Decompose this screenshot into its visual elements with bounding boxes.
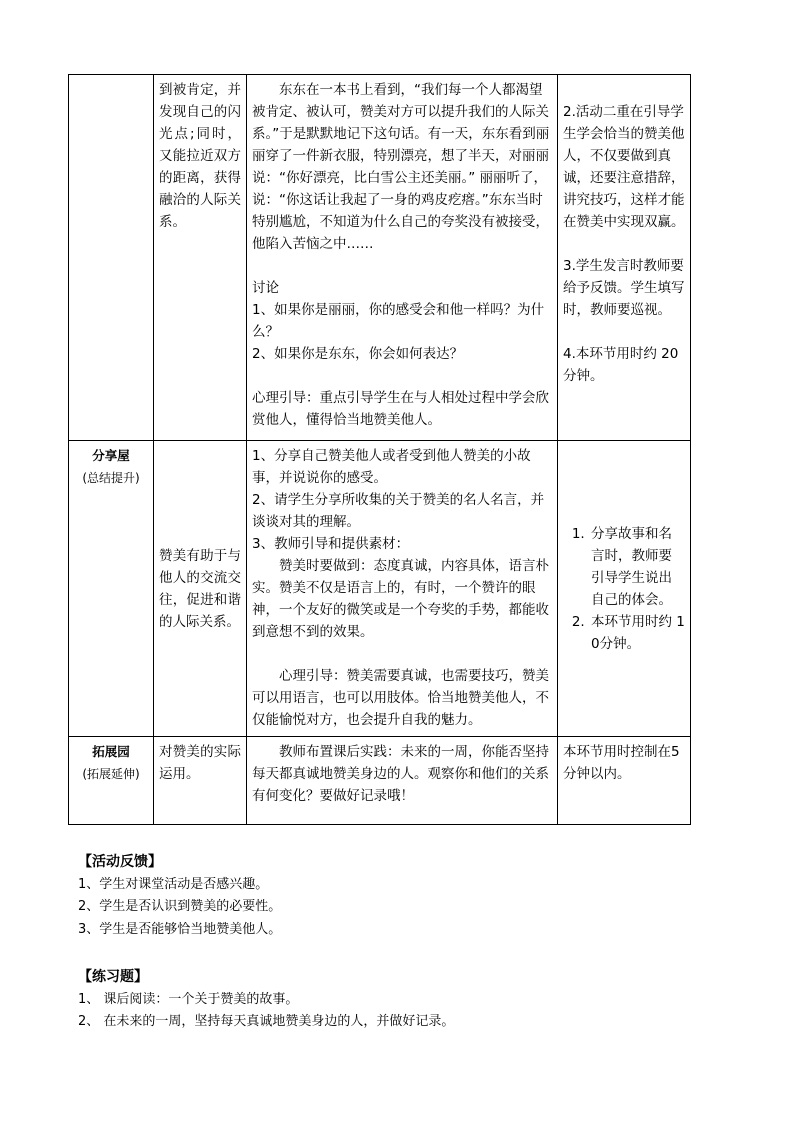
content-paragraph: 2、请学生分享所收集的关于赞美的名人名言，并谈谈对其的理解。 (252, 492, 545, 530)
story-paragraph: 东东在一本书上看到，“我们每一个人都渴望被肯定、被认可，赞美对方可以提升我们的人际关系。”于是默默地记下这句话。有一天，东东看到丽丽穿了一件新衣服，特别漂亮，想了半天，对丽丽说：“你好漂亮，比白雪公主还美丽。” 丽丽听了，说：“你这话让我起了一身的鸡皮疙瘩。”东东当时特别尴尬，不知道为什么自己的夸奖没有被接受，他陷入苦恼之中…… (252, 82, 550, 252)
stage-cell (69, 75, 154, 441)
discussion-title: 讨论 (252, 280, 279, 296)
section-title: 【活动反馈】 (78, 854, 162, 870)
note-item: 1. 分享故事和名言时，教师要引导学生说出自己的体会。 (589, 523, 685, 611)
list-item: 1、学生对课堂活动是否感兴趣。 (78, 876, 269, 892)
discussion-question: 2、如果你是东东，你会如何表达？ (252, 346, 464, 362)
guide-paragraph: 心理引导：重点引导学生在与人相处过程中学会欣赏他人，懂得恰当地赞美他人。 (252, 390, 549, 428)
note-item: 3.学生发言时教师要给予反馈。学生填写时，教师要巡视。 (563, 258, 685, 318)
notes-list (563, 523, 685, 655)
list-item: 1、 课后阅读：一个关于赞美的故事。 (78, 991, 299, 1007)
section-title: 【练习题】 (78, 969, 148, 985)
list-item: 2、 在未来的一周，坚持每天真诚地赞美身边的人，并做好记录。 (78, 1014, 455, 1029)
guide-paragraph: 心理引导：赞美需要真诚，也需要技巧，赞美可以用语言，也可以用肢体。恰当地赞美他人，不仅能愉悦对方，也会提升自我的魅力。 (252, 668, 549, 728)
content-cell (247, 737, 558, 825)
table-row (69, 75, 691, 441)
discussion-question: 1、如果你是丽丽，你的感受会和他一样吗？为什么？ (252, 302, 545, 340)
goal-cell: 赞美有助于与他人的交流交往，促进和谐的人际关系。 (154, 441, 247, 737)
content-cell (247, 75, 558, 441)
stage-name: 拓展园 (92, 744, 130, 759)
content-paragraph: 1、分享自己赞美他人或者受到他人赞美的小故事，并说说你的感受。 (252, 448, 531, 486)
stage-cell (69, 737, 154, 825)
table-row (69, 737, 691, 825)
stage-subtitle: (拓展延伸) (82, 767, 140, 781)
content-cell (247, 441, 558, 737)
list-item: 3、学生是否能够恰当地赞美他人。 (78, 921, 282, 937)
goal-cell: 到被肯定，并发现自己的闪光点;同时，又能拉近双方的距离，获得融洽的人际关系。 (154, 75, 247, 441)
content-paragraph: 赞美时要做到：态度真诚，内容具体，语言朴实。赞美不仅是语言上的，有时，一个赞许的眼神，一个友好的微笑或是一个夸奖的手势，都能收到意想不到的效果。 (252, 558, 549, 640)
content-paragraph: 教师布置课后实践：未来的一周，你能否坚持每天都真诚地赞美身边的人。观察你和他们的关系有何变化？要做好记录哦！ (252, 744, 549, 804)
table-row (69, 441, 691, 737)
note-item: 2. 本环节用时约 10分钟。 (589, 611, 685, 655)
stage-subtitle: (总结提升) (82, 471, 140, 485)
goal-cell: 对赞美的实际运用。 (154, 737, 247, 825)
stage-cell (69, 441, 154, 737)
stage-name: 分享屋 (92, 448, 130, 463)
note-item: 本环节用时控制在5分钟以内。 (563, 744, 680, 782)
note-item: 4.本环节用时约 20 分钟。 (563, 346, 679, 384)
list-item: 2、学生是否认识到赞美的必要性。 (78, 899, 282, 914)
exercise-section (78, 966, 718, 1034)
content-paragraph: 3、教师引导和提供素材： (252, 536, 410, 552)
lesson-plan-table (68, 74, 691, 825)
notes-cell (558, 75, 691, 441)
notes-cell (558, 737, 691, 825)
notes-cell (558, 441, 691, 737)
note-item: 2.活动二重在引导学生学会恰当的赞美他人，不仅要做到真诚，还要注意措辞，讲究技巧，这样才能在赞美中实现双赢。 (563, 104, 685, 230)
activity-feedback-section (78, 851, 718, 941)
